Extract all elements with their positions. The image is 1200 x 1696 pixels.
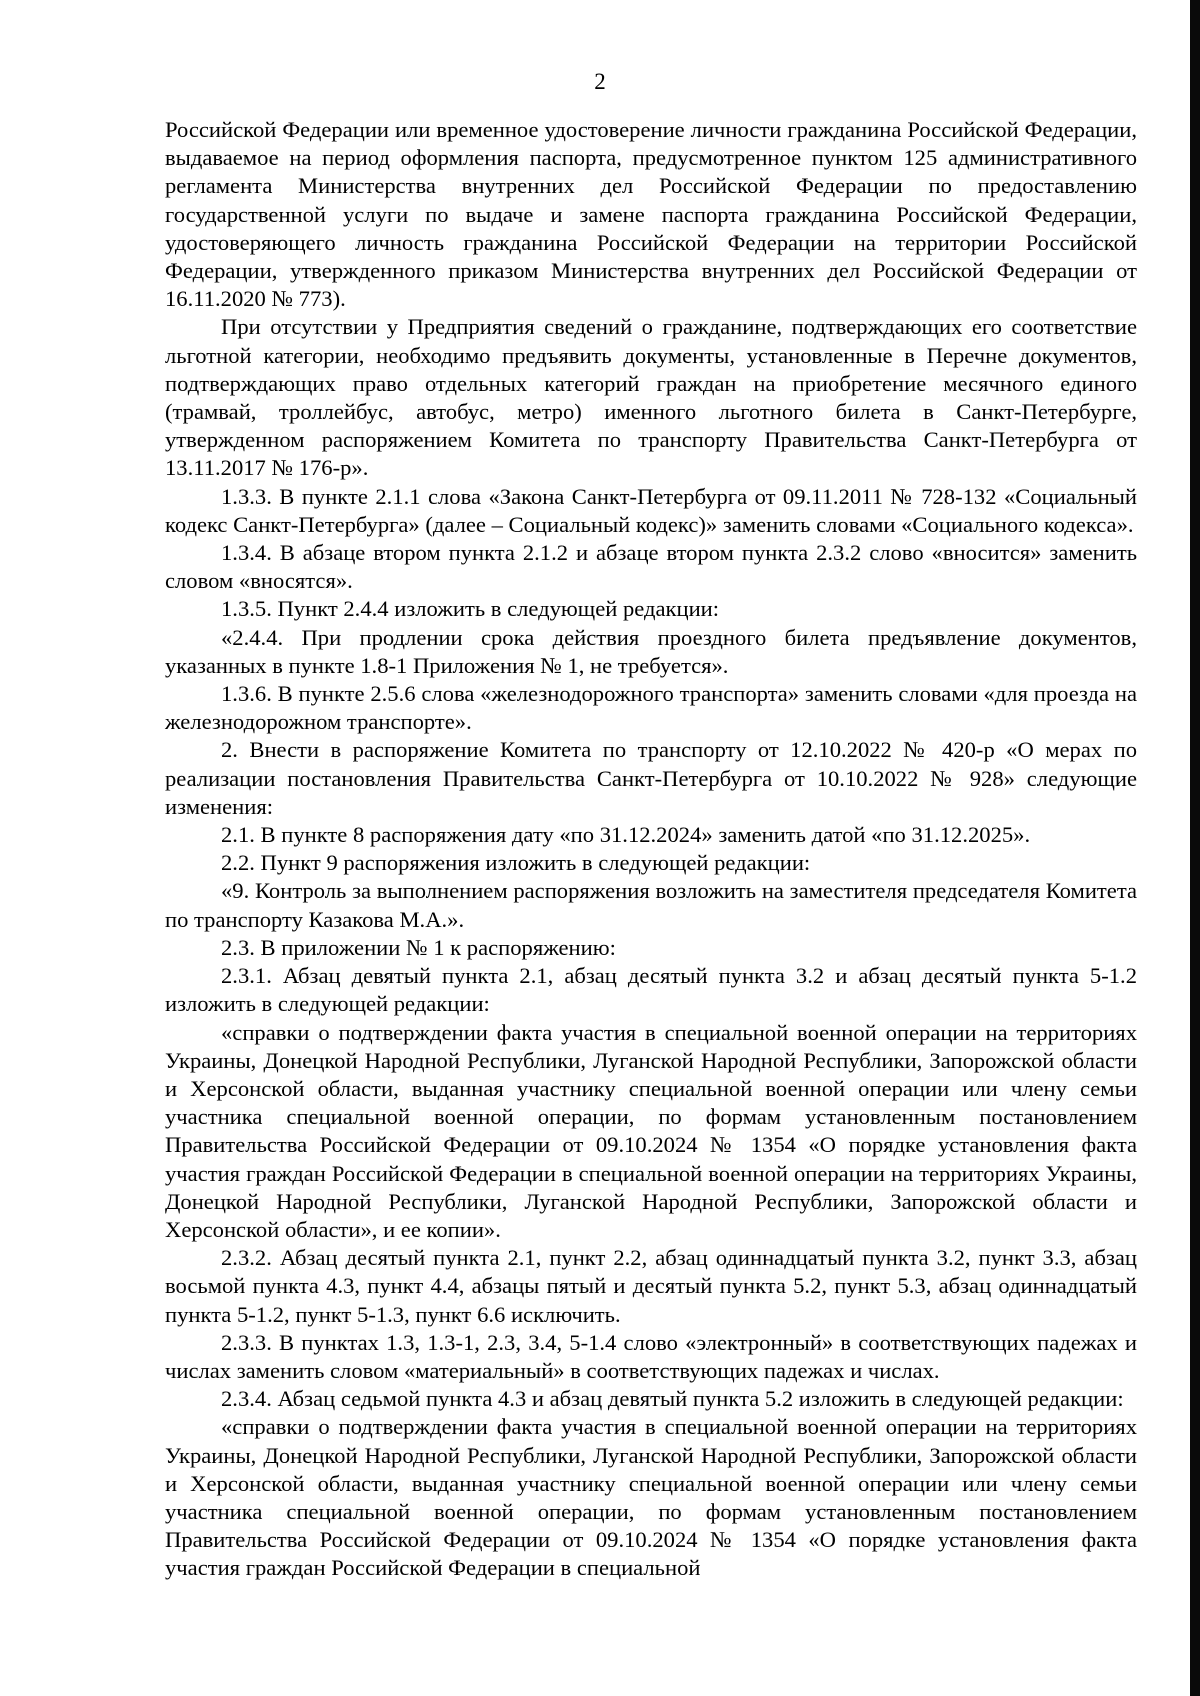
page-number: 2: [594, 69, 606, 94]
quoted-clause-9: «9. Контроль за выполнением распоряжения возложить на заместителя председателя Комитета по транспорту Казакова М.А.».: [165, 878, 1137, 932]
clause-1-3-4: 1.3.4. В абзаце втором пункта 2.1.2 и абзаце втором пункта 2.3.2 слово «вносится» заменить словом «вносятся».: [165, 540, 1137, 594]
paragraph: При отсутствии у Предприятия сведений о гражданине, подтверждающих его соответствие льготной категории, необходимо предъявить документы, установленные в Перечне документов, подтверждающих право отдельных категорий граждан на приобретение месячного единого (трамвай, троллейбус, автобус, метро) именного льготного билета в Санкт-Петербурге, утвержденном распоряжением Комитета по транспорту Правительства Санкт-Петербурга от 13.11.2017 № 176-р».: [165, 314, 1137, 481]
clause-2-3: 2.3. В приложении № 1 к распоряжению:: [221, 934, 616, 960]
clause-1-3-6: 1.3.6. В пункте 2.5.6 слова «железнодорожного транспорта» заменить словами «для проезда на железнодорожном транспорте».: [165, 681, 1137, 735]
clause-2: 2. Внести в распоряжение Комитета по транспорту от 12.10.2022 № 420-р «О мерах по реализации постановления Правительства Санкт-Петербурга от 10.10.2022 № 928» следующие изменения:: [165, 737, 1137, 819]
clause-2-3-1: 2.3.1. Абзац девятый пункта 2.1, абзац десятый пункта 3.2 и абзац десятый пункта 5-1.2 изложить в следующей редакции:: [165, 963, 1137, 1017]
clause-2-3-2: 2.3.2. Абзац десятый пункта 2.1, пункт 2.2, абзац одиннадцатый пункта 3.2, пункт 3.3, абзац восьмой пункта 4.3, пункт 4.4, абзацы пятый и десятый пункта 5.2, пункт 5.3, абзац одиннадцатый пункта 5-1.2, пункт 5-1.3, пункт 6.6 исключить.: [165, 1245, 1137, 1327]
clause-2-3-4: 2.3.4. Абзац седьмой пункта 4.3 и абзац девятый пункта 5.2 изложить в следующей редакции:: [221, 1386, 1124, 1412]
quoted-clause-2-4-4: «2.4.4. При продлении срока действия проездного билета предъявление документов, указанных в пункте 1.8-1 Приложения № 1, не требуется».: [165, 624, 1137, 678]
scan-edge: [1190, 0, 1200, 1696]
document-body: [165, 116, 1137, 1583]
paragraph-continuation: Российской Федерации или временное удостоверение личности гражданина Российской Федерации, выдаваемое на период оформления паспорта, предусмотренное пунктом 125 административного регламента Министерства внутренних дел Российской Федерации по предоставлению государственной услуги по выдаче и замене паспорта гражданина Российской Федерации, удостоверяющего личность гражданина Российской Федерации на территории Российской Федерации, утвержденного приказом Министерства внутренних дел Российской Федерации от 16.11.2020 № 773).: [165, 117, 1137, 312]
quoted-text-certificate-2: «справки о подтверждении факта участия в специальной военной операции на территориях Украины, Донецкой Народной Республики, Луганской Народной Республики, Запорожской области и Херсонской области, выданная участнику специальной военной операции или члену семьи участника специальной военной операции, по формам установленным постановлением Правительства Российской Федерации от 09.10.2024 № 1354 «О порядке установления факта участия граждан Российской Федерации в специальной: [165, 1414, 1137, 1581]
quoted-text-certificate-1: «справки о подтверждении факта участия в специальной военной операции на территориях Украины, Донецкой Народной Республики, Луганской Народной Республики, Запорожской области и Херсонской области, выданная участнику специальной военной операции или члену семьи участника специальной военной операции, по формам установленным постановлением Правительства Российской Федерации от 09.10.2024 № 1354 «О порядке установления факта участия граждан Российской Федерации в специальной военной операции на территориях Украины, Донецкой Народной Республики, Луганской Народной Республики, Запорожской области и Херсонской области», и ее копии».: [165, 1019, 1137, 1242]
clause-2-1: 2.1. В пункте 8 распоряжения дату «по 31.12.2024» заменить датой «по 31.12.2025».: [221, 822, 1031, 848]
clause-2-3-3: 2.3.3. В пунктах 1.3, 1.3-1, 2.3, 3.4, 5-1.4 слово «электронный» в соответствующих падежах и числах заменить словом «материальный» в соответствующих падежах и числах.: [165, 1329, 1137, 1383]
clause-1-3-5: 1.3.5. Пункт 2.4.4 изложить в следующей редакции:: [221, 596, 720, 622]
clause-1-3-3: 1.3.3. В пункте 2.1.1 слова «Закона Санкт-Петербурга от 09.11.2011 № 728-132 «Социальный кодекс Санкт-Петербурга» (далее – Социальный кодекс)» заменить словами «Социального кодекса».: [165, 483, 1137, 537]
clause-2-2: 2.2. Пункт 9 распоряжения изложить в следующей редакции:: [221, 850, 811, 876]
